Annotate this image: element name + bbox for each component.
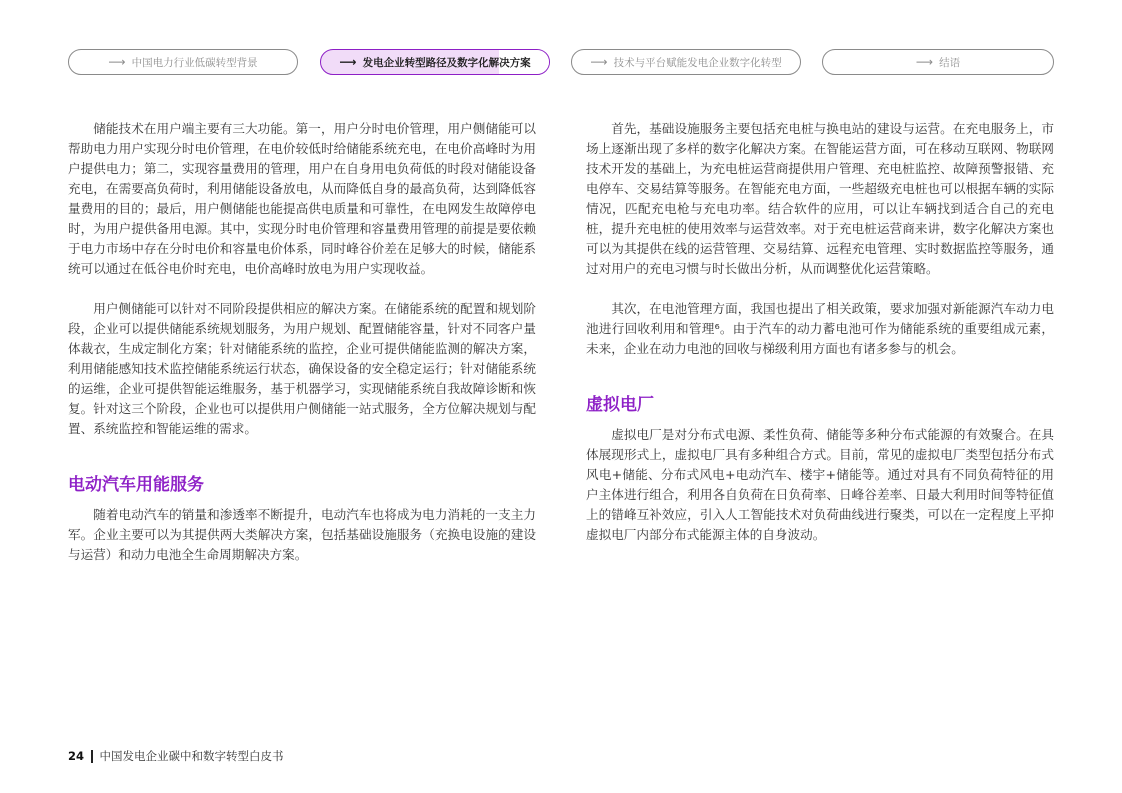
section-nav xyxy=(68,49,1054,77)
paragraph: 虚拟电厂是对分布式电源、柔性负荷、储能等多种分布式能源的有效聚合。在具体展现形式上，虚拟电厂具有多种组合方式。目前，常见的虚拟电厂类型包括分布式风电+储能、分布式风电+电动汽车、楼宇+储能等。通过对具有不同负荷特征的用户主体进行组合，利用各自负荷在日负荷率、日峰谷差率、日最大利用时间等特征值上的错峰互补效应，引入人工智能技术对负荷曲线进行聚类，可以在一定程度上平抑虚拟电厂内部分布式能源主体的自身波动。 xyxy=(586,427,1054,542)
right-column xyxy=(586,119,1054,545)
left-column xyxy=(68,119,536,565)
paragraph: 储能技术在用户端主要有三大功能。第一，用户分时电价管理，用户侧储能可以帮助电力用户实现分时电价管理，在电价较低时给储能系统充电，在电价高峰时为用户提供电力；第二，实现容量费用的管理，用户在自身用电负荷低的时段对储能设备充电，在需要高负荷时，利用储能设备放电，从而降低自身的最高负荷，达到降低容量费用的目的；最后，用户侧储能也能提高供电质量和可靠性，在电网发生故障停电时，为用户提供备用电源。其中，实现分时电价管理和容量费用管理的前提是要依赖于电力市场中存在分时电价和容量电价体系，同时峰谷价差在足够大的时候，储能系统可以通过在低谷电价时充电，电价高峰时放电为用户实现收益。 xyxy=(68,121,536,276)
arrow-right-icon: ⟶ xyxy=(915,55,934,69)
paragraph: 用户侧储能可以针对不同阶段提供相应的解决方案。在储能系统的配置和规划阶段，企业可以提供储能系统规划服务，为用户规划、配置储能容量，针对不同客户量体裁衣，生成定制化方案；针对储能系统的监控，企业可提供储能监测的解决方案，利用储能感知技术监控储能系统运行状态，确保设备的安全稳定运行；针对储能系统的运维，企业可提供智能运维服务，基于机器学习，实现储能系统自我故障诊断和恢复。针对这三个阶段，企业也可以提供用户侧储能一站式服务，全方位解决规划与配置、系统监控和智能运维的需求。 xyxy=(68,301,536,436)
arrow-right-icon: ⟶ xyxy=(339,55,357,69)
section-heading: 电动汽车用能服务 xyxy=(68,475,204,495)
tab-label: 结语 xyxy=(939,56,961,69)
tab-label: 中国电力行业低碳转型背景 xyxy=(131,56,258,69)
tab-conclusion[interactable] xyxy=(822,49,1054,75)
arrow-right-icon: ⟶ xyxy=(108,55,126,69)
tab-transformation-solutions[interactable] xyxy=(320,49,550,75)
tab-background[interactable] xyxy=(68,49,298,75)
paragraph: 随着电动汽车的销量和渗透率不断提升，电动汽车也将成为电力消耗的一支主力军。企业主要可以为其提供两大类解决方案，包括基础设施服务（充换电设施的建设与运营）和动力电池全生命周期解决方案。 xyxy=(68,507,536,562)
page-footer xyxy=(68,748,284,764)
paragraph: 其次，在电池管理方面，我国也提出了相关政策，要求加强对新能源汽车动力电池进行回收利用和管理⁶。由于汽车的动力蓄电池可作为储能系统的重要组成元素，未来，企业在动力电池的回收与梯级利用方面也有诸多参与的机会。 xyxy=(586,301,1054,356)
footer-divider xyxy=(91,750,93,763)
tab-label: 技术与平台赋能发电企业数字化转型 xyxy=(613,56,782,69)
tab-technology-platform[interactable] xyxy=(571,49,801,75)
document-title: 中国发电企业碳中和数字转型白皮书 xyxy=(99,749,284,763)
arrow-right-icon: ⟶ xyxy=(590,55,608,69)
page-number: 24 xyxy=(68,749,85,763)
tab-label: 发电企业转型路径及数字化解决方案 xyxy=(362,56,531,69)
paragraph: 首先，基础设施服务主要包括充电桩与换电站的建设与运营。在充电服务上，市场上逐渐出现了多样的数字化解决方案。在智能运营方面，可在移动互联网、物联网技术开发的基础上，为充电桩运营商提供用户管理、充电桩监控、故障预警报错、充电停车、交易结算等服务。在智能充电方面，一些超级充电桩也可以根据车辆的实际情况，匹配充电枪与充电功率。结合软件的应用，可以让车辆找到适合自己的充电桩，提升充电桩的使用效率与运营效率。对于充电桩运营商来讲，数字化解决方案也可以为其提供在线的运营管理、交易结算、远程充电管理、实时数据监控等服务，通过对用户的充电习惯与时长做出分析，从而调整优化运营策略。 xyxy=(586,121,1054,276)
section-heading: 虚拟电厂 xyxy=(586,395,654,415)
